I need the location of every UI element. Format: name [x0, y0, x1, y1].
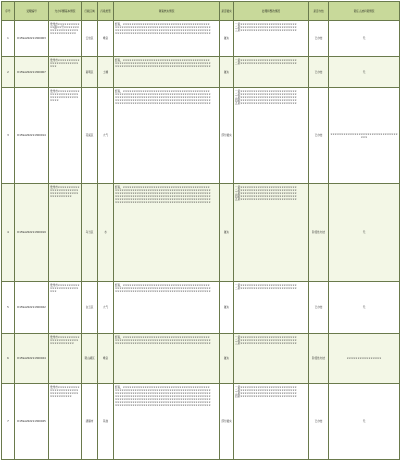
- district-cell: 清镇市: [82, 384, 98, 460]
- pollution-type-cell: 噪音: [98, 21, 114, 57]
- verified-cell: 属实: [220, 57, 234, 88]
- handling-paragraph: 一是××××××××××××××××××××××××××: [235, 59, 297, 62]
- receipt-code-cell: D15SA202211300024: [15, 334, 49, 384]
- investigation-paragraph: 经查，××××××××××××××××××××××××××××××××××××××××: [115, 186, 210, 189]
- investigation-paragraph: 经查，××××××××××××××××××××××××××××××××××××××××: [115, 90, 210, 93]
- investigation-cell: [114, 57, 220, 88]
- pollution-type-cell: 其他: [98, 384, 114, 460]
- table-body: [2, 21, 400, 460]
- handling-paragraph: 三是××××××××××××××××××××××××××: [235, 392, 297, 395]
- receipt-code-cell: D15SA202211300025: [15, 384, 49, 460]
- problem-cell: 贵州市××××××××××××××××××××××××××××××××××××××××: [49, 88, 82, 184]
- investigation-paragraph: ××××××××××××××××××××××××××××××××××××××××××××: [115, 93, 211, 96]
- investigation-paragraph: ××××××××××××××××××××××××××××××××××××××××××××: [115, 342, 211, 345]
- investigation-paragraph: ××××××××××××××××××××××××××××××××××××××××××××: [115, 404, 211, 407]
- handling-cell: [234, 184, 309, 282]
- accountability-cell: 无: [329, 184, 400, 282]
- handling-paragraph: 一是××××××××××××××××××××××××××: [235, 186, 297, 189]
- header-cell: 交办问题基本情况: [49, 2, 82, 21]
- row-number-cell: 2: [2, 57, 15, 88]
- handling-cell: [234, 57, 309, 88]
- problem-cell: 贵州市××××××××××××××××××××××××××: [49, 57, 82, 88]
- completion-status-cell: 阶段性办结: [309, 334, 329, 384]
- table-row: [2, 184, 400, 282]
- investigation-paragraph: ××××××××××××××××××××××××××××××××××××××××××××: [115, 99, 211, 102]
- handling-paragraph: 四是××××××××××××××××××××××××××: [235, 395, 297, 398]
- handling-paragraph: 一是××××××××××××××××××××××××××: [235, 23, 297, 26]
- pollution-type-cell: 水: [98, 184, 114, 282]
- header-cell: 序号: [2, 2, 15, 21]
- complaint-table: [1, 1, 400, 460]
- row-number-cell: 4: [2, 184, 15, 282]
- pollution-type-cell: 噪音: [98, 334, 114, 384]
- investigation-paragraph: ××××××××××××××××××××××××××××××××××××××××××××: [115, 392, 211, 395]
- investigation-cell: [114, 384, 220, 460]
- completion-status-cell: 阶段性办结: [309, 184, 329, 282]
- completion-status-cell: 已办结: [309, 282, 329, 334]
- handling-paragraph: 一是××××××××××××××××××××××××××: [235, 386, 297, 389]
- handling-paragraph: 三是××××××××××××××××××××××××××: [235, 29, 297, 32]
- header-cell: 受理编号: [15, 2, 49, 21]
- problem-cell: 贵州市××××××××××××路××号××××××××××××××××××××××××××××××××: [49, 21, 82, 57]
- district-cell: 白云区: [82, 282, 98, 334]
- problem-cell: 贵州市××××××××××××××××××××××××××: [49, 282, 82, 334]
- investigation-paragraph: ××××××××××××××××××××××××××××××××××××××××××××: [115, 290, 211, 293]
- completion-status-cell: 已办结: [309, 57, 329, 88]
- table-row: [2, 282, 400, 334]
- investigation-paragraph: ××××××××××××××××××××××××××××××××××××××××××××: [115, 389, 211, 392]
- investigation-paragraph: ××××××××××××××××××××××××××××××××××××××××××××: [115, 395, 211, 398]
- investigation-paragraph: ××××××××××××××××××××××××××××××××××××××××××××: [115, 201, 211, 204]
- row-number-cell: 6: [2, 334, 15, 384]
- handling-paragraph: 一是××××××××××××××××××××××××××: [235, 284, 297, 287]
- completion-status-cell: 已办结: [309, 384, 329, 460]
- accountability-cell: ××××××××××××××××: [329, 334, 400, 384]
- handling-paragraph: 二是××××××××××××××××××××××××××: [235, 93, 297, 96]
- investigation-paragraph: ××××××××××××××××××××××××××××××××××××××××××××: [115, 192, 211, 195]
- district-cell: 乌当区: [82, 184, 98, 282]
- handling-cell: [234, 282, 309, 334]
- table-row: [2, 57, 400, 88]
- handling-paragraph: 二是××××××××××××××××××××××××××: [235, 287, 297, 290]
- handling-paragraph: 二是××××××××××××××××××××××××××: [235, 339, 297, 342]
- accountability-cell: ××××××××××××××××××××××××××××××××××: [329, 88, 400, 184]
- header-cell: 行政区域: [82, 2, 98, 21]
- handling-cell: [234, 88, 309, 184]
- table-row: [2, 384, 400, 460]
- investigation-paragraph: 经查，××××××××××××××××××××××××××××××××××××××××: [115, 336, 210, 339]
- handling-paragraph: 五是××××××××××××××××××××××××××: [235, 198, 297, 201]
- district-cell: 南明区: [82, 57, 98, 88]
- investigation-cell: [114, 21, 220, 57]
- row-number-cell: 1: [2, 21, 15, 57]
- verified-cell: 属实: [220, 282, 234, 334]
- verified-cell: 属实: [220, 184, 234, 282]
- investigation-paragraph: 经查，××××××××××××××××××××××××××××××××××××××××: [115, 23, 210, 26]
- investigation-paragraph: ××××××××××××××××××××××××××××××××××××××××××××: [115, 62, 211, 65]
- handling-paragraph: 一是××××××××××××××××××××××××××: [235, 336, 297, 339]
- investigation-paragraph: ××××××××××××××××××××××××××××××××××××××××××××: [115, 339, 211, 342]
- investigation-paragraph: ××××××××××××××××××××××××××××××××××××××××××××: [115, 401, 211, 404]
- investigation-paragraph: ××××××××××××××××××××××××××××××××××××××××××××: [115, 287, 211, 290]
- investigation-cell: [114, 282, 220, 334]
- handling-paragraph: 四是××××××××××××××××××××××××××: [235, 195, 297, 198]
- handling-paragraph: 二是××××××××××××××××××××××××××: [235, 62, 297, 65]
- receipt-code-cell: D15SA202211300003: [15, 21, 49, 57]
- verified-cell: 部分属实: [220, 88, 234, 184]
- district-cell: 花溪区: [82, 88, 98, 184]
- table-row: [2, 21, 400, 57]
- investigation-paragraph: 经查，××××××××××××××××××××××××××××××××××××××××: [115, 386, 210, 389]
- investigation-paragraph: ××××××××××××××××××××××××××××××××××××××××××××: [115, 32, 211, 35]
- investigation-paragraph: ××××××××××××××××××××××××××××××××××××××××××××: [115, 198, 211, 201]
- accountability-cell: 无: [329, 21, 400, 57]
- row-number-cell: 3: [2, 88, 15, 184]
- handling-paragraph: 二是××××××××××××××××××××××××××: [235, 26, 297, 29]
- receipt-code-cell: D15SA202211300022: [15, 282, 49, 334]
- handling-paragraph: 二是××××××××××××××××××××××××××: [235, 389, 297, 392]
- handling-paragraph: 三是××××××××××××××××××××××××××: [235, 96, 297, 99]
- accountability-cell: 无: [329, 384, 400, 460]
- handling-cell: [234, 384, 309, 460]
- verified-cell: 属实: [220, 21, 234, 57]
- handling-paragraph: 三是××××××××××××××××××××××××××: [235, 342, 297, 345]
- district-cell: 观山湖区: [82, 334, 98, 384]
- pollution-type-cell: 大气: [98, 88, 114, 184]
- header-cell: 是否属实: [220, 2, 234, 21]
- handling-paragraph: 一是××××××××××××××××××××××××××: [235, 90, 297, 93]
- header-cell: 责任人被问责情况: [329, 2, 400, 21]
- receipt-code-cell: D15SA202211300019: [15, 184, 49, 282]
- table-header: [2, 2, 400, 21]
- investigation-cell: [114, 184, 220, 282]
- pollution-type-cell: 大气: [98, 282, 114, 334]
- investigation-paragraph: 经查，××××××××××××××××××××××××××××××××××××××××: [115, 284, 210, 287]
- investigation-paragraph: ××××××××××××××××××××××××××××××××××××××××××××: [115, 26, 211, 29]
- handling-paragraph: 二是××××××××××××××××××××××××××: [235, 189, 297, 192]
- investigation-paragraph: 经查，××××××××××××××××××××××××××××××××××××××××: [115, 59, 210, 62]
- investigation-paragraph: ××××××××××××××××××××××××××××××××××××××××××××: [115, 102, 211, 105]
- district-cell: 云岩区: [82, 21, 98, 57]
- accountability-cell: 无: [329, 282, 400, 334]
- handling-paragraph: 四是××××××××××××××××××××××××××: [235, 99, 297, 102]
- investigation-cell: [114, 334, 220, 384]
- handling-paragraph: 三是××××××××××××××××××××××××××: [235, 192, 297, 195]
- completion-status-cell: 已办结: [309, 21, 329, 57]
- header-cell: 污染类型: [98, 2, 114, 21]
- verified-cell: 属实: [220, 334, 234, 384]
- verified-cell: 部分属实: [220, 384, 234, 460]
- receipt-code-cell: D15SA202211300007: [15, 57, 49, 88]
- investigation-paragraph: ××××××××××××××××××××××××××××××××××××××××××××: [115, 29, 211, 32]
- investigation-paragraph: ××××××××××××××××××××××××××××××××××××××××××××: [115, 189, 211, 192]
- problem-cell: 贵州市××××××××××××××××××××××××××××××××××××××××××××××: [49, 384, 82, 460]
- receipt-code-cell: D15SA202211300014: [15, 88, 49, 184]
- header-cell: 是否办结: [309, 2, 329, 21]
- investigation-paragraph: ××××××××××××××××××××××××××××××××××××××××××××: [115, 195, 211, 198]
- row-number-cell: 5: [2, 282, 15, 334]
- header-cell: 处理和整改情况: [234, 2, 309, 21]
- handling-paragraph: 五是××××××××××××××××××××××××××: [235, 102, 297, 105]
- problem-cell: 贵州市××××××××××××××××××××××××××××××××××: [49, 334, 82, 384]
- header-cell: 调查核实情况: [114, 2, 220, 21]
- accountability-cell: 无: [329, 57, 400, 88]
- problem-cell: 贵州市××××××××××××××××××××××××××××××××××××××××××××××: [49, 184, 82, 282]
- investigation-cell: [114, 88, 220, 184]
- handling-cell: [234, 21, 309, 57]
- pollution-type-cell: 土壤: [98, 57, 114, 88]
- table-row: [2, 88, 400, 184]
- investigation-paragraph: ××××××××××××××××××××××××××××××××××××××××××××: [115, 398, 211, 401]
- row-number-cell: 7: [2, 384, 15, 460]
- investigation-paragraph: ××××××××××××××××××××××××××××××××××××××××××××: [115, 65, 211, 68]
- investigation-paragraph: ××××××××××××××××××××××××××××××××××××××××××××: [115, 96, 211, 99]
- handling-cell: [234, 334, 309, 384]
- table-row: [2, 334, 400, 384]
- completion-status-cell: 已办结: [309, 88, 329, 184]
